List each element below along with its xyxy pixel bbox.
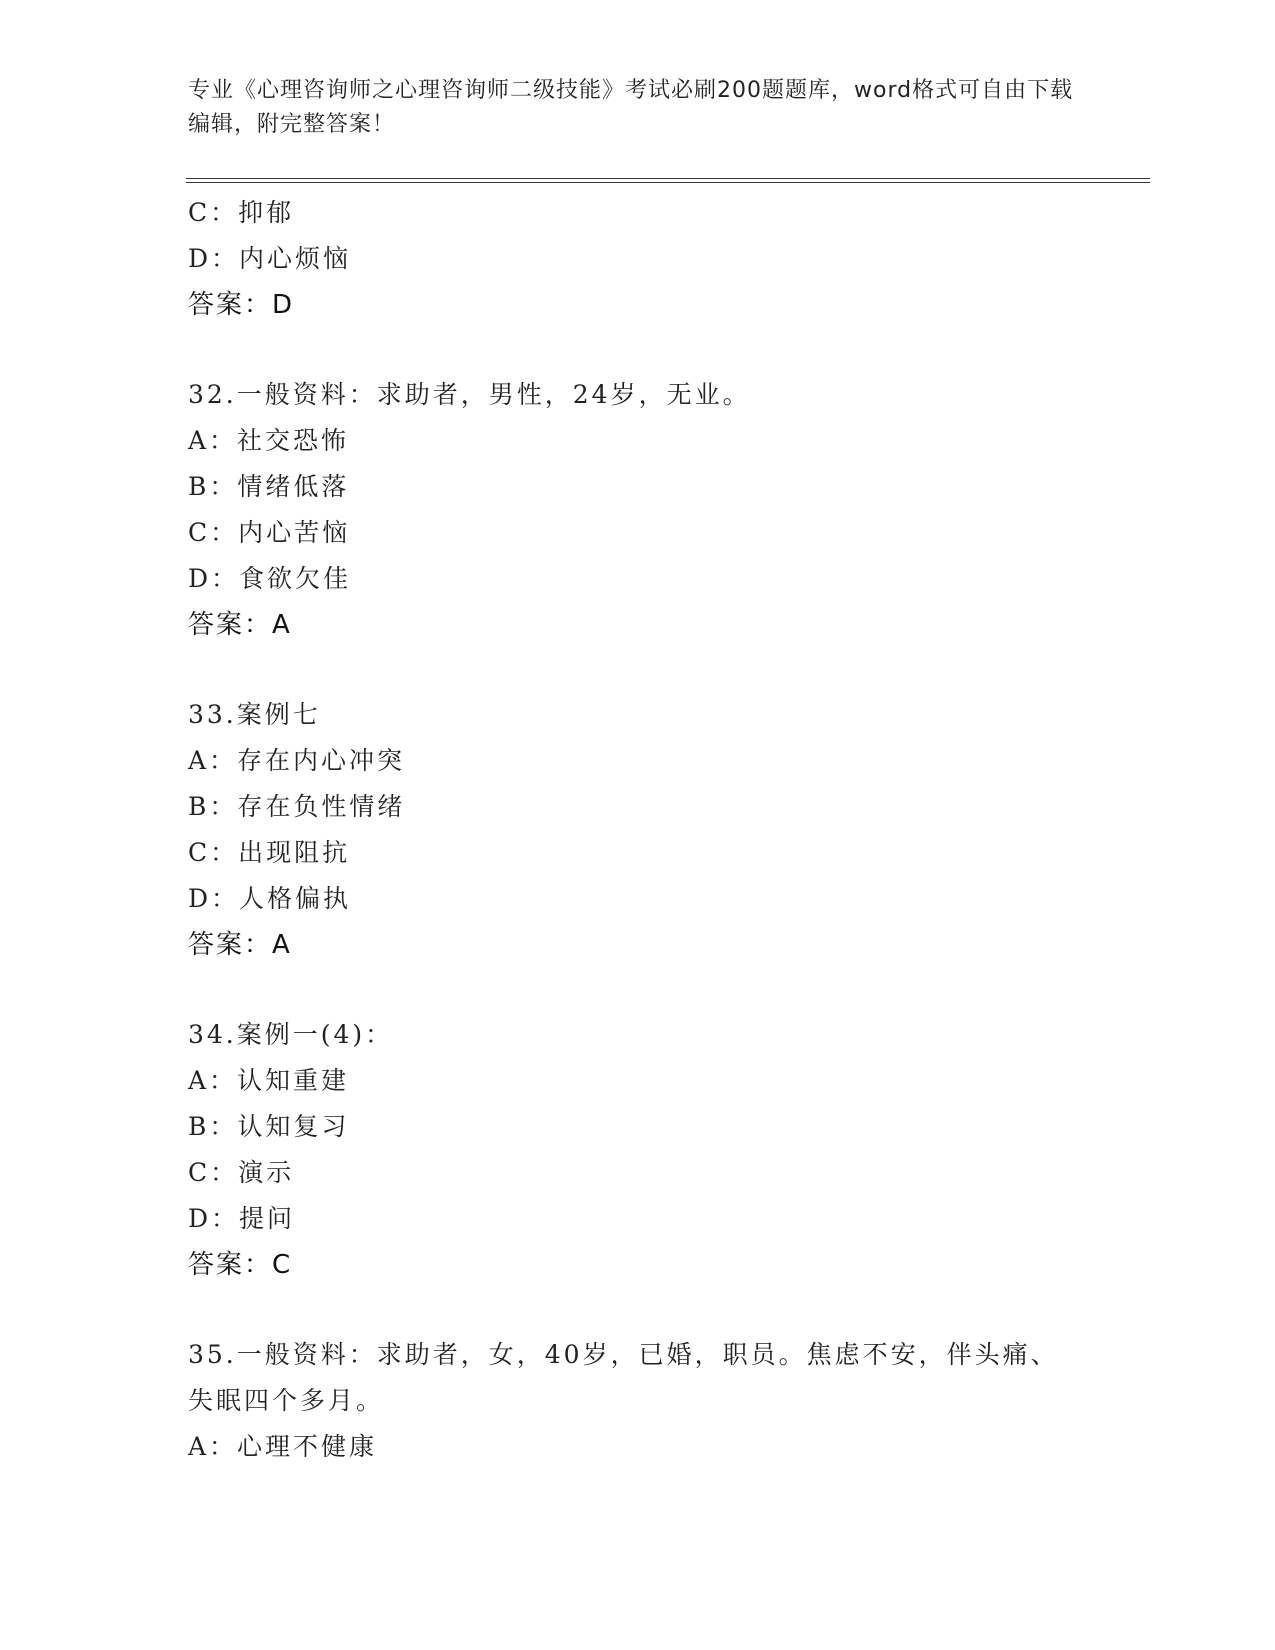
option-c: C：演示 (188, 1158, 295, 1187)
spacer (188, 968, 1088, 1012)
option-c: C：出现阻抗 (188, 838, 351, 867)
answer-line: 答案：A (188, 610, 292, 640)
option-d: D：食欲欠佳 (188, 564, 352, 593)
question-text: 33.案例七 (188, 700, 321, 729)
answer-line: 答案：D (188, 290, 295, 320)
question-32 (188, 372, 1088, 648)
continued-question (188, 190, 1088, 328)
option-b: B：认知复习 (188, 1112, 350, 1141)
question-text: 34.案例一(4)： (188, 1020, 394, 1049)
option-d: D：内心烦恼 (188, 244, 352, 273)
document-header: 专业《心理咨询师之心理咨询师二级技能》考试必刷200题题库，word格式可自由下载编辑，附完整答案！ (188, 78, 1074, 137)
spacer (188, 648, 1088, 692)
option-c: C：抑郁 (188, 198, 295, 227)
question-text: 32.一般资料：求助者，男性，24岁，无业。 (188, 380, 751, 409)
answer-line: 答案：A (188, 930, 292, 960)
option-b: B：存在负性情绪 (188, 792, 406, 821)
answer-line: 答案：C (188, 1250, 293, 1280)
option-b: B：情绪低落 (188, 472, 350, 501)
spacer (188, 328, 1088, 372)
option-c: C：内心苦恼 (188, 518, 351, 547)
header-double-rule (186, 178, 1150, 183)
question-34 (188, 1012, 1088, 1288)
spacer (188, 1288, 1088, 1332)
question-33 (188, 692, 1088, 968)
option-d: D：人格偏执 (188, 884, 352, 913)
option-a: A：认知重建 (188, 1066, 350, 1095)
option-a: A：心理不健康 (188, 1432, 378, 1461)
option-a: A：存在内心冲突 (188, 746, 406, 775)
question-list (188, 190, 1088, 1470)
option-d: D：提问 (188, 1204, 296, 1233)
option-a: A：社交恐怖 (188, 426, 350, 455)
question-text: 35.一般资料：求助者，女，40岁，已婚，职员。焦虑不安，伴头痛、失眠四个多月。 (188, 1340, 1059, 1415)
question-35 (188, 1332, 1088, 1470)
